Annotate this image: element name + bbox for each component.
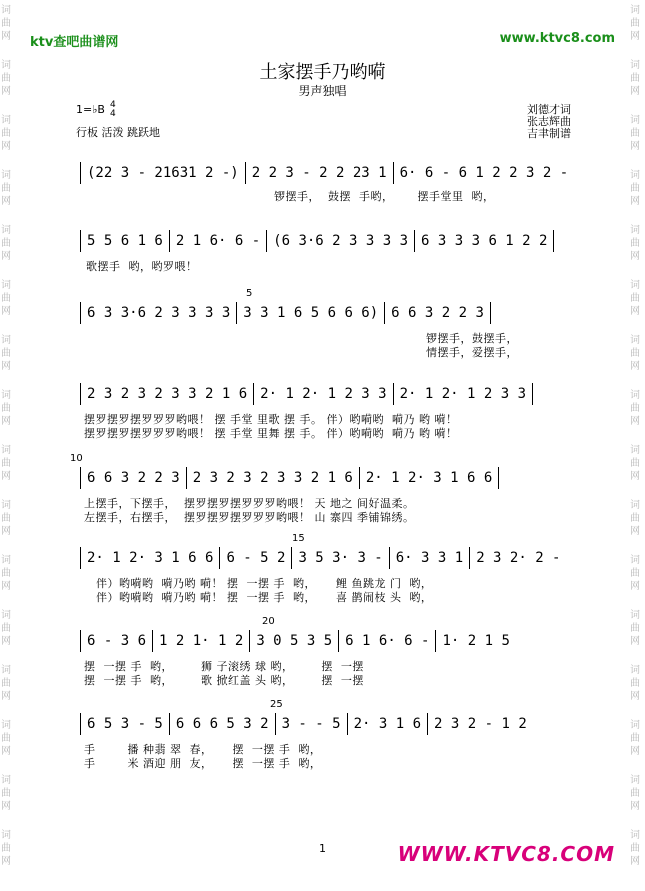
side-watermark: 词曲网 bbox=[630, 500, 640, 537]
barline bbox=[490, 302, 491, 324]
notation-line bbox=[74, 230, 574, 252]
song-title: 土家摆手乃哟嗬 bbox=[259, 62, 386, 83]
lyric-line: 摆罗摆罗摆罗罗罗哟喂！ 摆 手堂 里舞 摆 手。 伴）哟嗬哟 嗬乃 哟 嗬！ bbox=[84, 427, 458, 440]
side-watermark: 词曲网 bbox=[1, 665, 11, 702]
side-watermark: 词曲网 bbox=[1, 60, 11, 97]
measure: 6 6 6 5 3 2 bbox=[175, 716, 269, 732]
lyric-line: 手 播 种翡 翠 春， 摆 一摆 手 哟， bbox=[84, 743, 322, 756]
barline bbox=[80, 713, 81, 735]
arranger-credit: 吉聿制谱 bbox=[527, 127, 571, 140]
lyric-line: 歌摆手 哟，哟罗喂！ bbox=[86, 260, 198, 273]
site-url-link[interactable]: www.ktvc8.com bbox=[499, 31, 615, 46]
barline bbox=[338, 630, 339, 652]
composer-credit: 张志辉曲 bbox=[527, 115, 571, 128]
side-watermark: 词曲网 bbox=[630, 390, 640, 427]
barline bbox=[249, 630, 250, 652]
measure: 3 0 5 3 5 bbox=[256, 633, 333, 649]
lyric-line: 摆 一摆 手 哟， 狮 子滚绣 球 哟， 摆 一摆 bbox=[84, 660, 364, 673]
measure: 6 1 6· 6 - bbox=[345, 633, 430, 649]
measure: 6 3 3·6 2 3 3 3 3 bbox=[87, 305, 231, 321]
barline bbox=[186, 467, 187, 489]
lyric-line: 摆罗摆罗摆罗罗罗哟喂！ 摆 手堂 里歌 摆 手。 伴）哟嗬哟 嗬乃 哟 嗬！ bbox=[84, 413, 458, 426]
barline bbox=[393, 162, 394, 184]
barline bbox=[152, 630, 153, 652]
side-watermark: 词曲网 bbox=[630, 830, 640, 867]
side-watermark: 词曲网 bbox=[1, 225, 11, 262]
measure: 2 2 3 - 2 2 23 1 bbox=[251, 165, 387, 181]
barline bbox=[427, 713, 428, 735]
side-watermark: 词曲网 bbox=[630, 555, 640, 592]
side-watermark: 词曲网 bbox=[630, 170, 640, 207]
side-watermark: 词曲网 bbox=[1, 445, 11, 482]
barline bbox=[80, 630, 81, 652]
barline bbox=[80, 230, 81, 252]
page-number: 1 bbox=[319, 842, 326, 855]
lyricist-credit: 刘德才词 bbox=[527, 103, 571, 116]
barline bbox=[347, 713, 348, 735]
side-watermark: 词曲网 bbox=[1, 5, 11, 42]
side-watermark: 词曲网 bbox=[630, 60, 640, 97]
barline bbox=[553, 230, 554, 252]
side-watermark: 词曲网 bbox=[630, 5, 640, 42]
side-watermark: 词曲网 bbox=[1, 390, 11, 427]
site-name-link[interactable]: ktv查吧曲谱网 bbox=[30, 35, 119, 50]
side-watermark: 词曲网 bbox=[1, 170, 11, 207]
measure: (6 3·6 2 3 3 3 3 bbox=[273, 233, 409, 249]
side-watermark: 词曲网 bbox=[630, 115, 640, 152]
measure: 6· 3 3 1 bbox=[395, 550, 464, 566]
bottom-watermark: WWW.KTVC8.COM bbox=[397, 842, 615, 866]
barline bbox=[80, 302, 81, 324]
barline bbox=[384, 302, 385, 324]
measure: 2 3 2 3 2 3 3 2 1 6 bbox=[87, 386, 248, 402]
notation-line bbox=[74, 162, 574, 184]
barline bbox=[291, 547, 292, 569]
lyric-line: 锣摆手， 鼓摆 手哟， 摆手堂里 哟， bbox=[274, 190, 495, 203]
notation-line bbox=[74, 547, 574, 569]
lyric-line: 左摆手，右摆手， 摆罗摆罗摆罗罗罗哟喂！ 山 寨四 季铺锦绣。 bbox=[84, 511, 415, 524]
measure: 6 - 5 2 bbox=[226, 550, 286, 566]
measure: 6 3 3 3 6 1 2 2 bbox=[421, 233, 548, 249]
measure: 2· 3 1 6 bbox=[353, 716, 422, 732]
barline bbox=[253, 383, 254, 405]
lyric-line: 情摆手，爱摆手， bbox=[426, 346, 518, 359]
watermark-column-right bbox=[630, 0, 644, 891]
side-watermark: 词曲网 bbox=[630, 665, 640, 702]
side-watermark: 词曲网 bbox=[1, 720, 11, 757]
measure: 1 2 1· 1 2 bbox=[159, 633, 244, 649]
barline bbox=[80, 383, 81, 405]
lyric-line: 伴）哟嗬哟 嗬乃哟 嗬！ 摆 一摆 手 哟， 喜 鹊闹枝 头 哟， bbox=[96, 591, 433, 604]
lyric-line: 上摆手，下摆手， 摆罗摆罗摆罗罗罗哟喂！ 天 地之 间好温柔。 bbox=[84, 497, 415, 510]
measure: (22 3 - 21631 2 -) bbox=[87, 165, 239, 181]
barline bbox=[219, 547, 220, 569]
measure: 2· 1 2· 1 2 3 3 bbox=[399, 386, 527, 402]
song-subtitle: 男声独唱 bbox=[298, 84, 347, 98]
measure-number: 10 bbox=[70, 453, 83, 464]
barline bbox=[389, 547, 390, 569]
measure-number: 25 bbox=[270, 699, 283, 710]
time-signature bbox=[110, 101, 116, 119]
barline bbox=[435, 630, 436, 652]
measure: 3 3 1 6 5 6 6 6) bbox=[243, 305, 379, 321]
barline bbox=[236, 302, 237, 324]
lyric-line: 手 米 酒迎 朋 友， 摆 一摆 手 哟， bbox=[84, 757, 322, 770]
lyric-line: 锣摆手，鼓摆手， bbox=[426, 332, 518, 345]
measure: 2 3 2· 2 - bbox=[476, 550, 561, 566]
barline bbox=[414, 230, 415, 252]
side-watermark: 词曲网 bbox=[630, 280, 640, 317]
barline bbox=[393, 383, 394, 405]
barline bbox=[80, 162, 81, 184]
side-watermark: 词曲网 bbox=[630, 445, 640, 482]
measure: 2· 1 2· 3 1 6 6 bbox=[365, 470, 493, 486]
lyric-line: 伴）哟嗬哟 嗬乃哟 嗬！ 摆 一摆 手 哟， 鲤 鱼跳龙 门 哟， bbox=[96, 577, 433, 590]
barline bbox=[532, 383, 533, 405]
side-watermark: 词曲网 bbox=[1, 280, 11, 317]
measure: 1· 2 1 5 bbox=[442, 633, 510, 649]
measure: 6· 6 - 6 1 2 2 3 2 - bbox=[399, 165, 569, 181]
measure-number: 5 bbox=[246, 288, 253, 299]
side-watermark: 词曲网 bbox=[1, 500, 11, 537]
notation-line bbox=[74, 302, 574, 324]
measure-number: 15 bbox=[292, 533, 305, 544]
barline bbox=[169, 230, 170, 252]
notation-line bbox=[74, 383, 574, 405]
measure: 2· 1 2· 1 2 3 3 bbox=[260, 386, 387, 402]
barline bbox=[498, 467, 499, 489]
measure: 2 3 2 3 2 3 3 2 1 6 bbox=[192, 470, 353, 486]
measure: 6 - 3 6 bbox=[87, 633, 147, 649]
time-signature-top: 4 bbox=[110, 100, 116, 110]
notation-line bbox=[74, 630, 574, 652]
barline bbox=[469, 547, 470, 569]
barline bbox=[275, 713, 276, 735]
barline bbox=[80, 547, 81, 569]
side-watermark: 词曲网 bbox=[1, 115, 11, 152]
side-watermark: 词曲网 bbox=[630, 225, 640, 262]
time-signature-bottom: 4 bbox=[110, 109, 116, 119]
measure: 6 5 3 - 5 bbox=[87, 716, 163, 732]
side-watermark: 词曲网 bbox=[630, 335, 640, 372]
notation-line bbox=[74, 467, 574, 489]
measure: 5 5 6 1 6 bbox=[87, 233, 163, 249]
barline bbox=[169, 713, 170, 735]
barline bbox=[80, 467, 81, 489]
side-watermark: 词曲网 bbox=[630, 775, 640, 812]
side-watermark: 词曲网 bbox=[630, 610, 640, 647]
side-watermark: 词曲网 bbox=[1, 335, 11, 372]
barline bbox=[266, 230, 267, 252]
side-watermark: 词曲网 bbox=[1, 830, 11, 867]
side-watermark: 词曲网 bbox=[1, 555, 11, 592]
measure: 3 5 3· 3 - bbox=[298, 550, 383, 566]
lyric-line: 摆 一摆 手 哟， 歌 掀红盖 头 哟， 摆 一摆 bbox=[84, 674, 364, 687]
tempo-marking: 行板 活泼 跳跃地 bbox=[76, 126, 160, 139]
measure: 3 - - 5 bbox=[281, 716, 341, 732]
measure-number: 20 bbox=[262, 616, 275, 627]
measure: 6 6 3 2 2 3 bbox=[391, 305, 484, 321]
watermark-column-left bbox=[1, 0, 15, 891]
side-watermark: 词曲网 bbox=[630, 720, 640, 757]
notation-line bbox=[74, 713, 574, 735]
key-signature: 1=♭B bbox=[76, 103, 105, 116]
barline bbox=[359, 467, 360, 489]
side-watermark: 词曲网 bbox=[1, 775, 11, 812]
barline bbox=[245, 162, 246, 184]
side-watermark: 词曲网 bbox=[1, 610, 11, 647]
measure: 2 1 6· 6 - bbox=[175, 233, 261, 249]
measure: 6 6 3 2 2 3 bbox=[87, 470, 180, 486]
measure: 2· 1 2· 3 1 6 6 bbox=[87, 550, 214, 566]
measure: 2 3 2 - 1 2 bbox=[434, 716, 527, 732]
